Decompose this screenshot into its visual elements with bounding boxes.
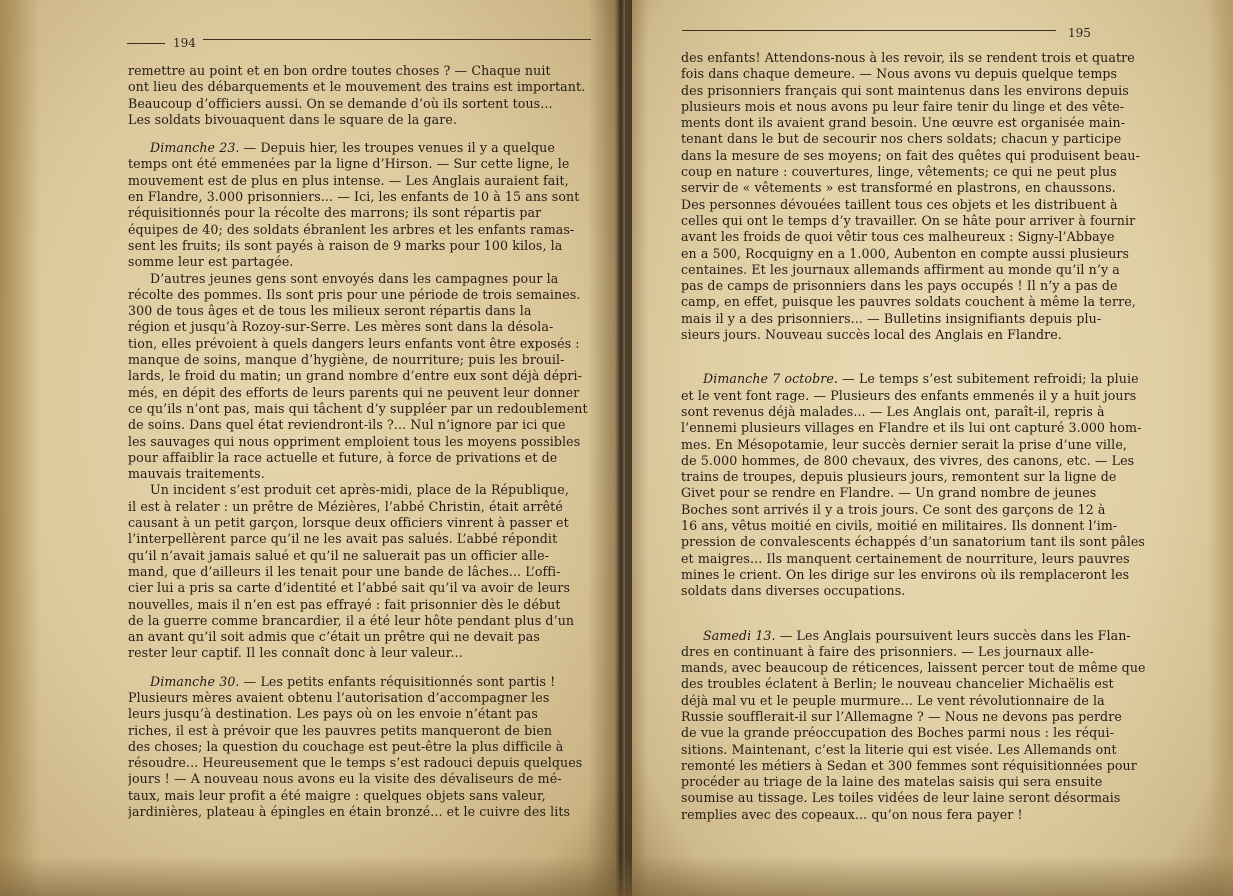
line-text: récolte des pommes. Ils sont pris pour une période de trois semaines.	[128, 286, 581, 302]
left-header-rule-long	[203, 39, 591, 40]
text-line	[128, 515, 594, 531]
line-text: Les soldats bivouaquent dans le square de la gare.	[128, 111, 458, 127]
line-text: il est à relater : un prêtre de Mézières, l’abbé Christin, était arrêté	[128, 498, 563, 514]
paragraph	[128, 140, 594, 270]
text-line	[128, 303, 594, 319]
text-line	[681, 790, 1163, 806]
paragraph-gap	[128, 662, 594, 674]
text-line	[128, 645, 594, 661]
paragraph-gap	[128, 128, 594, 140]
line-text: région et jusqu’à Rozoy-sur-Serre. Les mères sont dans la désola-	[128, 319, 554, 335]
line-text: de 5.000 hommes, de 800 chevaux, des vivres, des canons, etc. — Les	[681, 452, 1135, 468]
text-line	[128, 222, 594, 238]
line-text: dans la mesure de ses moyens; on fait des quêtes qui produisent beau-	[681, 147, 1140, 163]
line-text: taux, mais leur profit a été maigre : quelques objets sans valeur,	[128, 787, 546, 803]
text-line	[128, 580, 594, 596]
text-line	[128, 368, 594, 384]
line-text: an avant qu’il soit admis que c’était un prêtre qui ne devait pas	[128, 629, 540, 645]
line-text: Un incident s’est produit cet après-midi, place de la République,	[150, 482, 569, 498]
line-text: l’ennemi plusieurs villages en Flandre et ils lui ont capturé 3.000 hom-	[681, 420, 1142, 436]
line-text: somme leur est partagée.	[128, 254, 294, 270]
line-text: et maigres... Ils manquent certainement de nourriture, leurs pauvres	[681, 550, 1130, 566]
line-text: avant les froids de quoi vêtir tous ces malheureux : Signy-l’Abbaye	[681, 229, 1115, 245]
text-line	[128, 319, 594, 335]
line-text: sent les fruits; ils sont payés à raison de 9 marks pour 100 kilos, la	[128, 237, 563, 253]
text-line	[681, 294, 1163, 310]
line-text: 16 ans, vêtus moitié en civils, moitié en militaires. Ils donnent l’im-	[681, 518, 1118, 534]
text-line	[128, 629, 594, 645]
text-line	[128, 771, 594, 787]
line-text: les sauvages qui nous oppriment emploient tous les moyens possibles	[128, 433, 581, 449]
line-text: temps ont été emmenées par la ligne d’Hirson. — Sur cette ligne, le	[128, 156, 570, 172]
text-line	[681, 311, 1163, 327]
text-line	[128, 254, 594, 270]
text-line	[681, 99, 1163, 115]
line-text: pour affaiblir la race actuelle et future, à force de privations et de	[128, 449, 558, 465]
line-text: des troubles éclatent à Berlin; le nouveau chancelier Michaëlis est	[681, 676, 1114, 692]
text-line	[681, 453, 1163, 469]
text-line	[681, 725, 1163, 741]
text-line	[128, 597, 594, 613]
line-text: sieurs jours. Nouveau succès local des Anglais en Flandre.	[681, 327, 1062, 343]
text-line	[681, 371, 1163, 387]
text-line	[681, 628, 1163, 644]
line-text: jours ! — A nouveau nous avons eu la visite des dévaliseurs de mé-	[128, 771, 562, 787]
line-text: pas de camps de prisonniers dans les pays occupés ! Il n’y a pas de	[681, 278, 1118, 294]
text-line	[681, 50, 1163, 66]
text-line	[128, 205, 594, 221]
line-text: ont lieu des débarquements et le mouvement des trains est important.	[128, 79, 586, 95]
text-line	[128, 531, 594, 547]
text-line	[128, 788, 594, 804]
paragraph	[128, 271, 594, 483]
text-line	[681, 246, 1163, 262]
text-line	[128, 450, 594, 466]
left-page-number: 194	[173, 36, 196, 50]
text-line	[128, 189, 594, 205]
text-line	[681, 388, 1163, 404]
line-text: — Les Anglais poursuivent leurs succès dans les Flan-	[775, 627, 1131, 643]
line-text: remettre au point et en bon ordre toutes choses ? — Chaque nuit	[128, 63, 551, 78]
line-text: l’interpellèrent parce qu’il ne les avait pas salués. L’abbé répondit	[128, 531, 558, 547]
left-page-text	[128, 63, 594, 820]
line-text: mines le crient. On les dirige sur les environs où ils remplaceront les	[681, 566, 1130, 582]
text-line	[681, 534, 1163, 550]
text-line	[128, 79, 594, 95]
line-text: plusieurs mois et nous avons pu leur faire tenir du linge et des vête-	[681, 98, 1125, 114]
right-page-edge-shadow	[1208, 0, 1233, 896]
line-text: rester leur captif. Il les connaît donc à leur valeur...	[128, 645, 463, 661]
line-text: ments dont ils avaient grand besoin. Une œuvre est organisée main-	[681, 115, 1126, 131]
line-text: de la guerre comme brancardier, il a été leur hôte pendant plus d’un	[128, 612, 575, 628]
text-line	[128, 352, 594, 368]
line-text: fois dans chaque demeure. — Nous avons vu depuis quelque temps	[681, 66, 1118, 82]
line-text: procéder au triage de la laine des matelas saisis qui sera ensuite	[681, 774, 1103, 790]
text-line	[681, 148, 1163, 164]
right-page	[632, 0, 1233, 896]
line-text: et le vent font rage. — Plusieurs des enfants emmenés il y a huit jours	[681, 387, 1137, 403]
line-text: de soins. Dans quel état reviendront-ils ?... Nul n’ignore par ici que	[128, 417, 566, 433]
text-line	[681, 807, 1163, 823]
text-line	[128, 466, 594, 482]
line-text: Russie soufflerait-il sur l’Allemagne ? — Nous ne devons pas perdre	[681, 708, 1122, 724]
text-line	[681, 180, 1163, 196]
text-line	[681, 567, 1163, 583]
text-line	[128, 417, 594, 433]
text-line	[128, 63, 594, 79]
book-gutter	[588, 0, 648, 896]
line-text: des choses; la question du couchage est peut-être la plus difficile à	[128, 738, 564, 754]
line-text: manque de soins, manque d’hygiène, de nourriture; puis les brouil-	[128, 352, 565, 368]
text-line	[128, 287, 594, 303]
paragraph	[681, 50, 1163, 343]
text-line	[681, 327, 1163, 343]
paragraph-gap	[681, 600, 1163, 628]
line-text: riches, il est à prévoir que les pauvres petits manqueront de bien	[128, 722, 553, 738]
line-text: — Depuis hier, les troupes venues il y a quelque	[239, 140, 555, 156]
text-line	[128, 482, 594, 498]
text-line	[128, 564, 594, 580]
line-text: mes. En Mésopotamie, leur succès dernier serait la prise d’une ville,	[681, 436, 1127, 452]
text-line	[128, 739, 594, 755]
text-line	[128, 499, 594, 515]
right-page-text	[681, 50, 1163, 823]
paragraph-gap	[681, 343, 1163, 371]
right-page-number: 195	[1068, 26, 1091, 40]
line-text: mands, avec beaucoup de réticences, laissent percer tout de même que	[681, 660, 1146, 676]
line-text: servir de « vêtements » est transformé en plastrons, en chaussons.	[681, 180, 1116, 196]
line-text: centaines. Et les journaux allemands affirment au monde qu’il n’y a	[681, 261, 1120, 277]
line-text: des enfants! Attendons-nous à les revoir, ils se rendent trois et quatre	[681, 50, 1135, 65]
text-line	[128, 140, 594, 156]
line-text: 300 de tous âges et de tous les milieux seront répartis dans la	[128, 303, 532, 319]
text-line	[681, 213, 1163, 229]
text-line	[681, 693, 1163, 709]
line-text: mauvais traitements.	[128, 466, 265, 482]
line-text: en a 500, Rocquigny en a 1.000, Aubenton en compte aussi plusieurs	[681, 245, 1130, 261]
text-line	[681, 758, 1163, 774]
text-line	[128, 96, 594, 112]
text-line	[681, 66, 1163, 82]
line-text: mand, que d’ailleurs il les tenait pour une bande de lâches... L’offi-	[128, 563, 561, 579]
line-text: tion, elles prévoient à quels dangers leurs enfants vont être exposés :	[128, 335, 580, 351]
line-text: D’autres jeunes gens sont envoyés dans les campagnes pour la	[150, 270, 559, 286]
text-line	[681, 115, 1163, 131]
paragraph	[128, 63, 594, 128]
line-text: remonté les métiers à Sedan et 300 femmes sont réquisitionnées pour	[681, 757, 1137, 773]
line-text: remplies avec des copeaux... qu’on nous fera payer !	[681, 806, 1023, 822]
line-text: Givet pour se rendre en Flandre. — Un grand nombre de jeunes	[681, 485, 1097, 501]
line-text: causant à un petit garçon, lorsque deux officiers vinrent à passer et	[128, 515, 569, 531]
text-line	[681, 469, 1163, 485]
text-line	[128, 238, 594, 254]
entry-date: Samedi 13.	[703, 627, 776, 643]
text-line	[681, 262, 1163, 278]
paragraph	[128, 674, 594, 821]
text-line	[128, 434, 594, 450]
text-line	[681, 676, 1163, 692]
text-line	[681, 583, 1163, 599]
paragraph	[128, 482, 594, 661]
line-text: sont revenus déjà malades... — Les Anglais ont, paraît-il, repris à	[681, 403, 1105, 419]
text-line	[681, 164, 1163, 180]
entry-date: Dimanche 23.	[150, 140, 240, 156]
paragraph	[681, 628, 1163, 824]
line-text: nouvelles, mais il n’en est pas effrayé : fait prisonnier dès le début	[128, 596, 561, 612]
left-header-rule-short	[127, 43, 165, 44]
line-text: ce qu’ils n’ont pas, mais qui tâchent d’y suppléer par un redoublement	[128, 400, 588, 416]
text-line	[681, 709, 1163, 725]
entry-date: Dimanche 30.	[150, 673, 240, 689]
text-line	[681, 502, 1163, 518]
text-line	[128, 173, 594, 189]
text-line	[128, 401, 594, 417]
line-text: mais il y a des prisonniers... — Bulletins insignifiants depuis plu-	[681, 310, 1102, 326]
text-line	[681, 485, 1163, 501]
line-text: qu’il n’avait jamais salué et qu’il ne saluerait pas un officier alle-	[128, 547, 550, 563]
text-line	[128, 804, 594, 820]
line-text: Boches sont arrivés il y a trois jours. Ce sont des garçons de 12 à	[681, 501, 1106, 517]
entry-date: Dimanche 7 octobre.	[703, 371, 839, 387]
line-text: — Le temps s’est subitement refroidi; la pluie	[838, 371, 1139, 387]
line-text: coup en nature : couvertures, linge, vêtements; ce qui ne peut plus	[681, 164, 1117, 180]
bottom-edge-shadow	[0, 856, 1233, 896]
text-line	[128, 271, 594, 287]
line-text: més, en dépit des efforts de leurs parents qui ne peuvent leur donner	[128, 384, 580, 400]
line-text: Des personnes dévouées taillent tous ces objets et les distribuent à	[681, 196, 1118, 212]
text-line	[681, 83, 1163, 99]
line-text: mouvement est de plus en plus intense. — Les Anglais auraient fait,	[128, 172, 569, 188]
text-line	[681, 774, 1163, 790]
line-text: Beaucoup d’officiers aussi. On se demande d’où ils sortent tous...	[128, 95, 553, 111]
line-text: Plusieurs mères avaient obtenu l’autorisation d’accompagner les	[128, 689, 550, 705]
text-line	[681, 742, 1163, 758]
line-text: tenant dans le but de secourir nos chers soldats; chacun y participe	[681, 131, 1122, 147]
line-text: lards, le froid du matin; un grand nombre d’entre eux sont déjà dépri-	[128, 368, 583, 384]
text-line	[681, 197, 1163, 213]
line-text: de vue la grande préoccupation des Boches parmi nous : les réqui-	[681, 725, 1115, 741]
line-text: dres en continuant à faire des prisonniers. — Les journaux alle-	[681, 643, 1094, 659]
text-line	[681, 437, 1163, 453]
line-text: soumise au tissage. Les toiles vidées de leur laine seront désormais	[681, 790, 1121, 806]
text-line	[128, 112, 594, 128]
text-line	[128, 755, 594, 771]
line-text: cier lui a pris sa carte d’identité et l’abbé sait qu’il va avoir de leurs	[128, 580, 571, 596]
line-text: trains de troupes, depuis plusieurs jours, remontent sur la ligne de	[681, 469, 1117, 485]
text-line	[128, 706, 594, 722]
text-line	[681, 660, 1163, 676]
line-text: en Flandre, 3.000 prisonniers... — Ici, les enfants de 10 à 15 ans sont	[128, 189, 580, 205]
text-line	[128, 385, 594, 401]
text-line	[128, 156, 594, 172]
line-text: sitions. Maintenant, c’est la literie qui est visée. Les Allemands ont	[681, 741, 1117, 757]
text-line	[681, 420, 1163, 436]
line-text: résoudre... Heureusement que le temps s’est radouci depuis quelques	[128, 755, 583, 771]
line-text: soldats dans diverses occupations.	[681, 583, 906, 599]
paragraph	[681, 371, 1163, 599]
line-text: celles qui ont le temps d’y travailler. On se hâte pour arriver à fournir	[681, 212, 1136, 228]
line-text: déjà mal vu et le peuple murmure... Le vent révolutionnaire de la	[681, 692, 1105, 708]
line-text: réquisitionnés pour la récolte des marrons; ils sont répartis par	[128, 205, 542, 221]
text-line	[681, 551, 1163, 567]
text-line	[128, 674, 594, 690]
line-text: camp, en effet, puisque les pauvres soldats couchent à même la terre,	[681, 294, 1136, 310]
line-text: — Les petits enfants réquisitionnés sont partis !	[239, 673, 556, 689]
text-line	[128, 723, 594, 739]
text-line	[128, 690, 594, 706]
text-line	[128, 336, 594, 352]
text-line	[681, 644, 1163, 660]
line-text: pression de convalescents échappés d’un sanatorium tant ils sont pâles	[681, 534, 1145, 550]
left-page-edge-shadow	[0, 0, 40, 896]
text-line	[128, 548, 594, 564]
line-text: des prisonniers français qui sont maintenus dans les environs depuis	[681, 82, 1129, 98]
right-header-rule	[682, 30, 1056, 31]
line-text: équipes de 40; des soldats ébranlent les arbres et les enfants ramas-	[128, 221, 575, 237]
line-text: jardinières, plateau à épingles en étain bronzé... et le cuivre des lits	[128, 804, 571, 820]
text-line	[681, 518, 1163, 534]
text-line	[681, 229, 1163, 245]
text-line	[681, 404, 1163, 420]
text-line	[681, 131, 1163, 147]
text-line	[128, 613, 594, 629]
line-text: leurs jusqu’à destination. Les pays où on les envoie n’étant pas	[128, 706, 538, 722]
text-line	[681, 278, 1163, 294]
